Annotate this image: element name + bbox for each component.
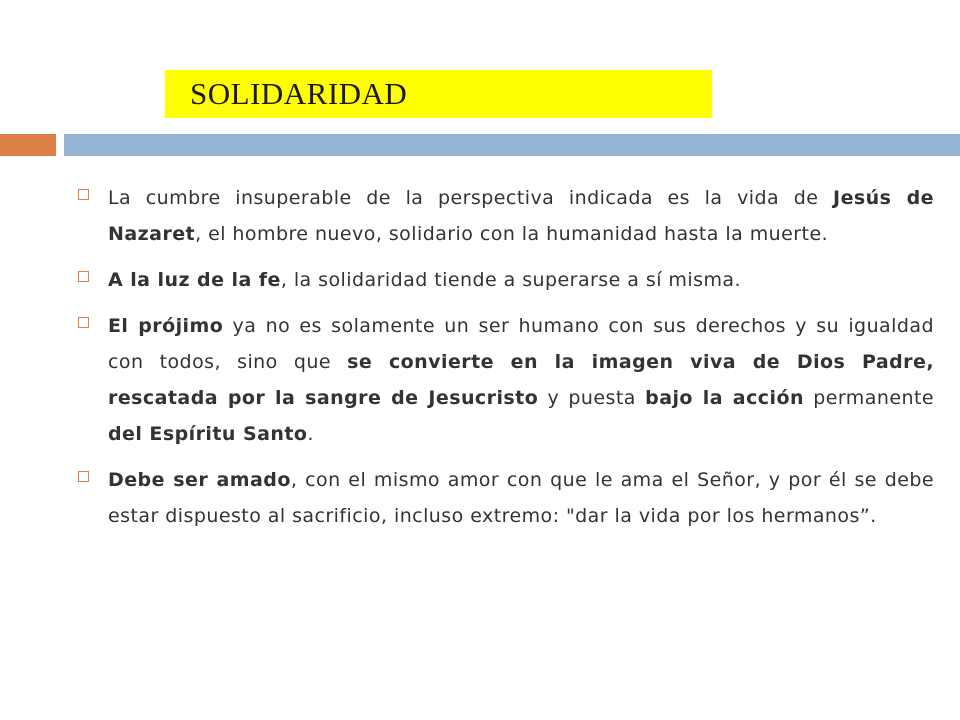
slide-title: SOLIDARIDAD [190, 76, 408, 111]
bullet-list [78, 180, 934, 544]
accent-bar-blue [64, 134, 960, 156]
bullet-item [78, 462, 934, 534]
square-bullet-icon [78, 317, 89, 328]
square-bullet-icon [78, 471, 89, 482]
text-segment: , la solidaridad tiende a superarse a sí misma. [280, 269, 742, 291]
bold-text-segment: A la luz de la fe [108, 269, 281, 291]
bold-text-segment: bajo la acción [645, 387, 804, 409]
text-segment: permanente [803, 387, 934, 409]
bullet-text [108, 315, 934, 445]
title-highlight-box [165, 70, 712, 118]
text-segment: ya no es solamente un ser humano con sus derechos y su igualdad con todos, sino que [108, 315, 934, 373]
text-segment: , el hombre nuevo, solidario con la humanidad hasta la muerte. [195, 223, 829, 245]
text-segment: . [307, 423, 314, 445]
bullet-item [78, 262, 934, 298]
square-bullet-icon [78, 271, 89, 282]
bullet-item [78, 180, 934, 252]
bullet-text [108, 269, 741, 291]
text-segment: y puesta [538, 387, 646, 409]
bullet-text [108, 187, 934, 245]
bullet-text [108, 469, 934, 527]
text-segment: , con el mismo amor con que le ama el Señor, y por él se debe estar dispuesto al sacrificio, incluso extremo: "dar la vida por los hermanos”. [108, 469, 934, 527]
bold-text-segment: El prójimo [108, 315, 224, 337]
square-bullet-icon [78, 189, 89, 200]
bold-text-segment: se convierte en la imagen viva de Dios Padre, rescatada por la sangre de Jesucristo [108, 351, 934, 409]
accent-bar-orange [0, 134, 56, 156]
bold-text-segment: del Espíritu Santo [108, 423, 308, 445]
bold-text-segment: Debe ser amado [108, 469, 291, 491]
bold-text-segment: Jesús de Nazaret [108, 187, 934, 245]
text-segment: La cumbre insuperable de la perspectiva indicada es la vida de [108, 187, 834, 209]
bullet-item [78, 308, 934, 452]
